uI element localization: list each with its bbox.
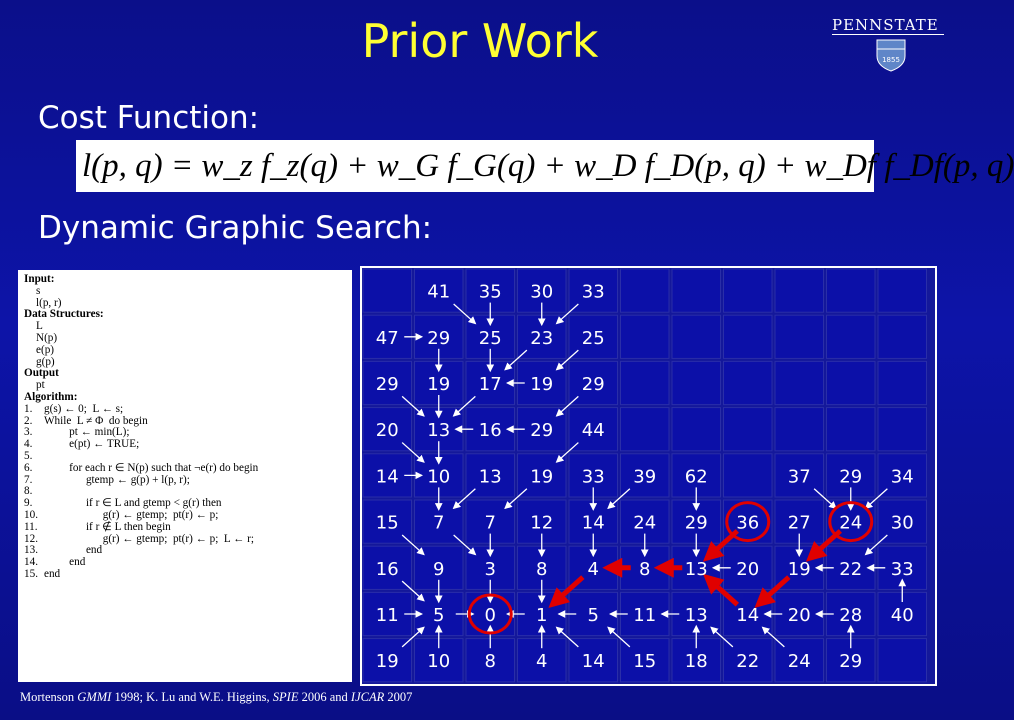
- cost-value: 41: [427, 281, 451, 303]
- grid-cell: [672, 315, 721, 358]
- algorithm-line-number: 7.: [24, 473, 33, 486]
- grid-cell: [775, 408, 824, 451]
- algorithm-line-text: Input:: [24, 273, 55, 285]
- algorithm-line-number: 13.: [24, 544, 38, 557]
- algorithm-line-number: 1.: [24, 402, 33, 415]
- cost-value: 14: [375, 466, 399, 488]
- grid-cell: [724, 454, 773, 497]
- cost-value: 5: [587, 605, 599, 626]
- citation-italic: SPIE: [272, 690, 299, 704]
- algorithm-line: [24, 286, 346, 298]
- algorithm-line-text: g(p): [36, 355, 55, 368]
- cost-value: 10: [427, 466, 451, 488]
- cost-value: 22: [839, 558, 863, 580]
- grid-cell: [827, 269, 876, 312]
- algorithm-line-number: 6.: [24, 461, 33, 474]
- cost-value: 36: [736, 512, 760, 534]
- cost-value: 19: [530, 374, 554, 395]
- algorithm-line-number: 2.: [24, 414, 33, 427]
- cost-value: 14: [581, 651, 605, 673]
- cost-value: 33: [581, 281, 605, 303]
- cost-value: 29: [427, 327, 451, 349]
- cost-value: 4: [536, 651, 548, 673]
- cost-value: 7: [484, 512, 496, 534]
- algorithm-line-text: N(p): [36, 331, 58, 344]
- cost-value: 29: [581, 374, 605, 395]
- cost-value: 34: [890, 466, 914, 488]
- grid-cell: [724, 269, 773, 312]
- cost-value: 19: [530, 466, 554, 488]
- cost-value: 35: [478, 281, 502, 303]
- algorithm-line-text: L: [36, 320, 43, 333]
- cost-value: 17: [478, 374, 502, 395]
- cost-value: 11: [633, 605, 657, 626]
- cost-value: 13: [478, 466, 502, 488]
- algorithm-line: [24, 368, 346, 380]
- grid-cell: [775, 269, 824, 312]
- grid-cell: [878, 315, 927, 358]
- cost-value: 5: [433, 605, 445, 626]
- algorithm-line: [24, 321, 346, 333]
- shield-icon: [875, 38, 907, 72]
- cost-value: 19: [427, 374, 451, 395]
- algorithm-line-text: e(pt) ← TRUE;: [44, 438, 140, 451]
- algorithm-box: [18, 270, 352, 682]
- grid-cell: [621, 315, 670, 358]
- cost-value: 29: [375, 374, 399, 395]
- algorithm-line-text: end: [44, 567, 61, 580]
- algorithm-line-number: 5.: [24, 449, 33, 462]
- algorithm-line-text: e(p): [36, 343, 55, 356]
- cost-value: 39: [633, 466, 657, 488]
- algorithm-line: [24, 357, 346, 369]
- algorithm-line: [24, 333, 346, 345]
- grid-cell: [775, 315, 824, 358]
- cost-grid-svg: [360, 266, 937, 686]
- algorithm-line: [24, 569, 346, 581]
- cost-value: 3: [484, 558, 496, 580]
- cost-value: 22: [736, 651, 760, 673]
- algorithm-line: [24, 309, 346, 321]
- cost-value: 19: [375, 651, 399, 673]
- cost-value: 9: [433, 558, 445, 580]
- cost-value: 7: [433, 512, 445, 534]
- cost-value: 20: [787, 605, 811, 626]
- algorithm-line-number: 8.: [24, 485, 33, 498]
- algorithm-line-number: 9.: [24, 497, 33, 510]
- grid-cell: [878, 639, 927, 682]
- cost-function-formula: l(p, q) = w_z f_z(q) + w_G f_G(q) + w_D f_D(p, q) + w_Df f_Df(p, q): [76, 140, 874, 192]
- grid-cell: [724, 408, 773, 451]
- algorithm-line-number: 4.: [24, 438, 33, 451]
- algorithm-line-text: pt: [36, 379, 45, 392]
- cost-value: 62: [684, 466, 708, 488]
- grid-cell: [878, 361, 927, 404]
- algorithm-line-number: 10.: [24, 508, 38, 521]
- cost-value: 27: [787, 512, 811, 534]
- cost-grid: [360, 266, 937, 686]
- cost-value: 14: [581, 512, 605, 534]
- algorithm-line-text: if r ∈ L and gtemp < g(r) then: [44, 497, 222, 510]
- cost-value: 25: [581, 327, 605, 349]
- citation-part: 1998; K. Lu and W.E. Higgins,: [111, 690, 273, 704]
- algorithm-line: [24, 557, 346, 569]
- algorithm-line-text: g(s) ← 0; L ← s;: [44, 402, 124, 415]
- algorithm-line-text: g(r) ← gtemp; pt(r) ← p; L ← r;: [44, 532, 254, 545]
- algorithm-line-text: for each r ∈ N(p) such that ¬e(r) do begin: [44, 461, 259, 474]
- grid-cell: [827, 408, 876, 451]
- algorithm-line-number: 11.: [24, 520, 38, 533]
- algorithm-line-text: Output: [24, 367, 59, 380]
- cost-value: 37: [787, 466, 811, 488]
- algorithm-line: [24, 439, 346, 451]
- cost-value: 24: [633, 512, 657, 534]
- dynamic-search-heading: Dynamic Graphic Search:: [38, 210, 433, 246]
- algorithm-line-text: end: [44, 544, 103, 557]
- cost-value: 24: [787, 651, 811, 673]
- cost-value: 0: [484, 605, 496, 626]
- grid-cell: [724, 361, 773, 404]
- cost-value: 24: [839, 512, 863, 534]
- algorithm-line-number: 12.: [24, 532, 38, 545]
- shield-year: 1855: [882, 56, 900, 64]
- algorithm-line-text: g(r) ← gtemp; pt(r) ← p;: [44, 508, 219, 521]
- algorithm-line-text: s: [36, 284, 41, 297]
- slide-title: Prior Work: [361, 14, 599, 68]
- citation-italic: GMMI: [77, 690, 112, 704]
- algorithm-line-text: Data Structures:: [24, 308, 104, 321]
- algorithm-line-text: gtemp ← g(p) + l(p, r);: [44, 473, 190, 486]
- cost-value: 15: [633, 651, 657, 673]
- cost-value: 13: [684, 558, 708, 580]
- cost-value: 1: [536, 605, 548, 626]
- cost-value: 15: [375, 512, 399, 534]
- algorithm-line: [24, 345, 346, 357]
- grid-cell: [775, 361, 824, 404]
- cost-value: 30: [530, 281, 554, 303]
- grid-cell: [672, 361, 721, 404]
- citation-italic: IJCAR: [350, 690, 385, 704]
- citation-part: 2007: [384, 690, 413, 704]
- cost-value: 44: [581, 420, 605, 442]
- grid-cell: [363, 269, 412, 312]
- cost-value: 30: [890, 512, 914, 534]
- cost-value: 10: [427, 651, 451, 673]
- logo-divider: [832, 34, 944, 35]
- cost-value: 4: [587, 558, 599, 580]
- algorithm-line-text: l(p, r): [36, 296, 62, 309]
- algorithm-line-number: 15.: [24, 567, 38, 580]
- cost-value: 29: [839, 466, 863, 488]
- citation-part: Mortenson: [20, 690, 78, 704]
- algorithm-line-text: end: [44, 556, 86, 569]
- cost-value: 29: [530, 420, 554, 442]
- cost-value: 20: [375, 420, 399, 442]
- cost-function-heading: Cost Function:: [38, 100, 260, 136]
- cost-value: 8: [536, 558, 548, 580]
- grid-cell: [621, 361, 670, 404]
- grid-cell: [672, 408, 721, 451]
- cost-value: 12: [530, 512, 554, 534]
- cost-value: 29: [839, 651, 863, 673]
- grid-cell: [878, 269, 927, 312]
- algorithm-line-text: pt ← min(L);: [44, 426, 130, 439]
- grid-cell: [827, 361, 876, 404]
- algorithm-line-number: 14.: [24, 556, 38, 569]
- grid-cell: [724, 315, 773, 358]
- cost-value: 23: [530, 327, 554, 349]
- pennstate-logo: PENNSTATE: [832, 16, 939, 34]
- cost-value: 13: [684, 605, 708, 626]
- grid-cell: [878, 408, 927, 451]
- cost-value: 20: [736, 558, 760, 580]
- algorithm-line-number: 3.: [24, 426, 33, 439]
- cost-value: 14: [736, 605, 760, 626]
- cost-value: 19: [787, 558, 811, 580]
- algorithm-line: [24, 475, 346, 487]
- grid-cell: [621, 408, 670, 451]
- cost-value: 33: [581, 466, 605, 488]
- cost-value: 28: [839, 605, 863, 626]
- cost-value: 8: [639, 558, 651, 580]
- algorithm-line-text: While L ≠ Φ do begin: [44, 414, 148, 427]
- grid-cell: [827, 315, 876, 358]
- citation: [20, 690, 412, 705]
- cost-value: 18: [684, 651, 708, 673]
- algorithm-line: [24, 274, 346, 286]
- cost-value: 16: [375, 558, 399, 580]
- grid-cell: [621, 269, 670, 312]
- cost-value: 16: [478, 420, 502, 442]
- cost-value: 29: [684, 512, 708, 534]
- cost-value: 40: [890, 605, 914, 626]
- cost-value: 11: [375, 605, 399, 626]
- algorithm-line-text: Algorithm:: [24, 390, 78, 403]
- cost-value: 47: [375, 327, 399, 349]
- cost-value: 33: [890, 558, 914, 580]
- grid-cell: [672, 269, 721, 312]
- cost-value: 8: [484, 651, 496, 673]
- cost-value: 25: [478, 327, 502, 349]
- citation-part: 2006 and: [298, 690, 351, 704]
- cost-value: 13: [427, 420, 451, 442]
- algorithm-line-text: if r ∉ L then begin: [44, 520, 171, 533]
